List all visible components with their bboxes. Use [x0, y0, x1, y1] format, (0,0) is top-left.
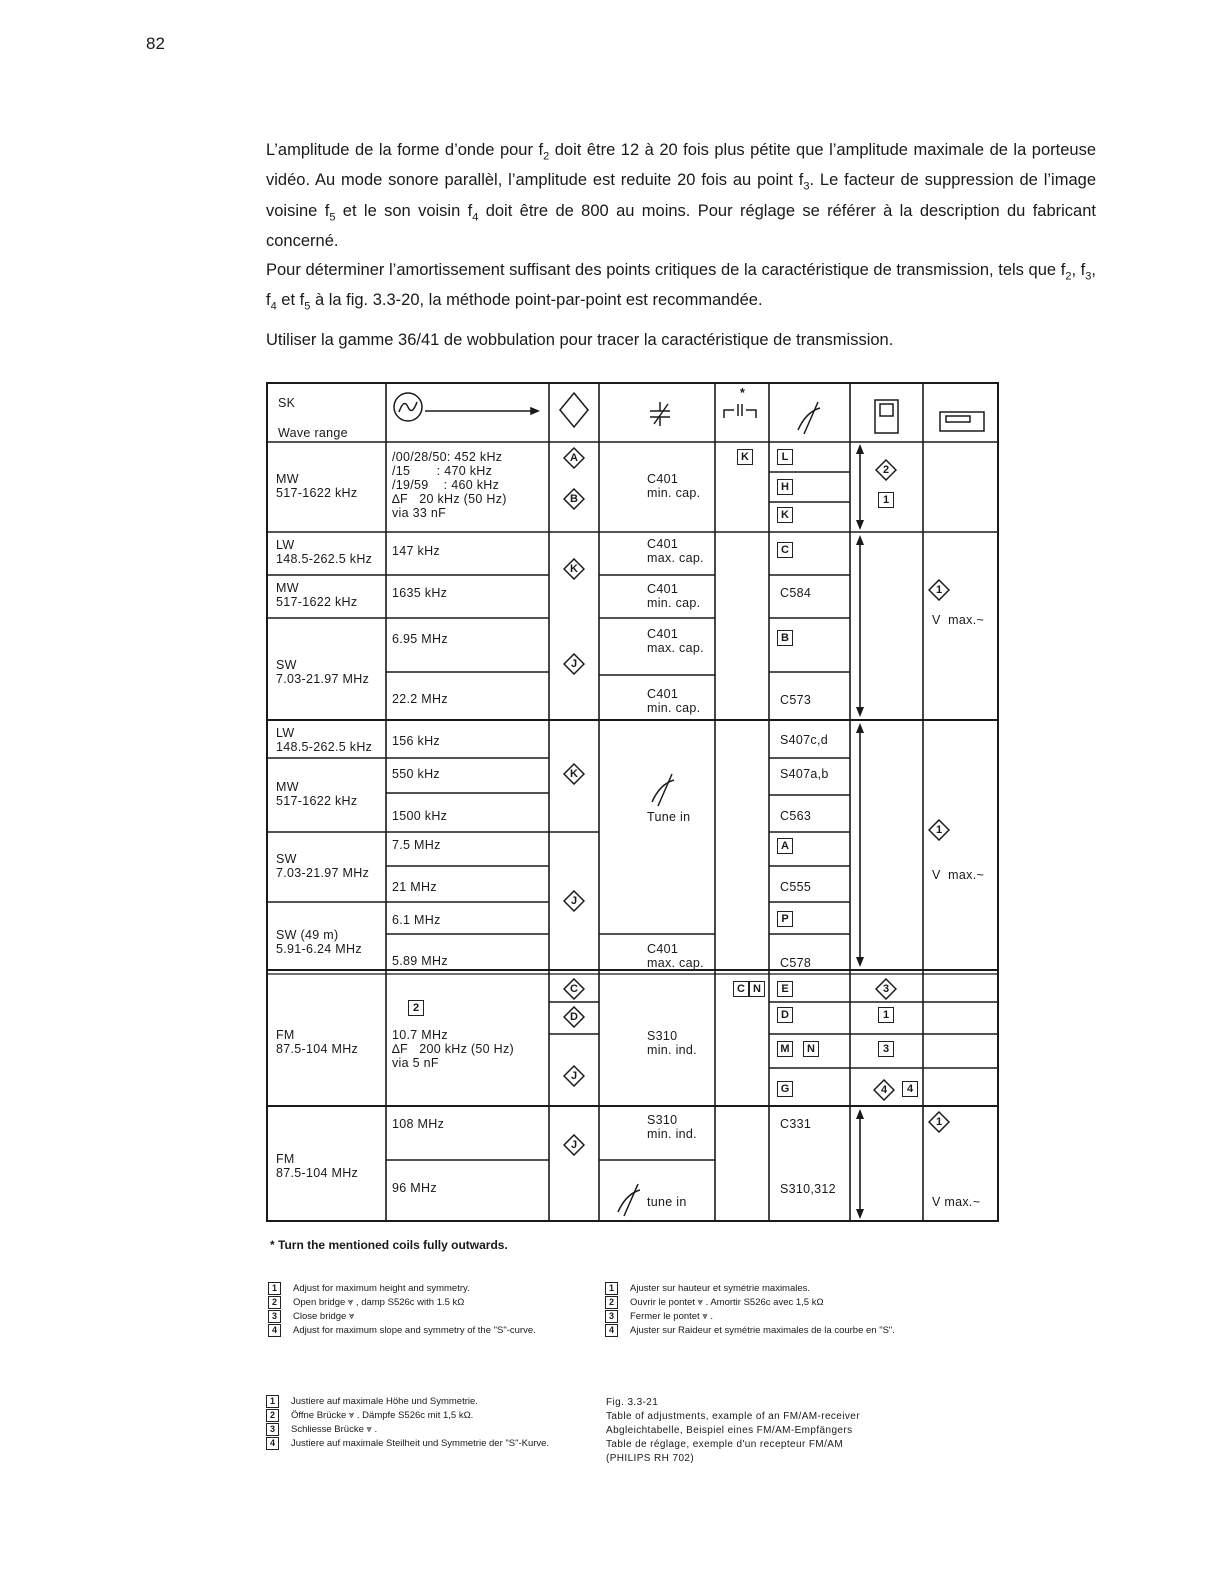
caption-de: Abgleichtabelle, Beispiel eines FM/AM-Empfängers [606, 1425, 853, 1436]
diamond-3: 3 [875, 978, 897, 1000]
caption-en: Table of adjustments, example of an FM/AM-receiver [606, 1411, 860, 1422]
freq-61: 6.1 MHz [392, 913, 441, 927]
row-sw49: SW (49 m) 5.91-6.24 MHz [276, 928, 362, 956]
diamond-header-icon [560, 393, 588, 427]
row-lw2: LW 148.5-262.5 kHz [276, 726, 373, 754]
diamond-j-3: J [563, 1065, 585, 1087]
freq-21: 21 MHz [392, 880, 437, 894]
box-3: 3 [878, 1041, 894, 1057]
tune-in-label-2: tune in [647, 1195, 687, 1209]
c401-max-1: C401 max. cap. [647, 537, 704, 565]
c401-min-1: C401 min. cap. [647, 472, 701, 500]
diamond-1: 1 [928, 579, 950, 601]
tune-in-label: Tune in [647, 810, 691, 824]
freq-96: 96 MHz [392, 1181, 437, 1195]
box-1: 1 [878, 492, 894, 508]
diamond-b: B [563, 488, 585, 510]
diamond-c: C [563, 978, 585, 1000]
box-d: D [777, 1007, 793, 1023]
freq-108: 108 MHz [392, 1117, 445, 1131]
box-2: 2 [408, 1000, 424, 1016]
freq-222: 22.2 MHz [392, 692, 448, 706]
tune-icon [798, 408, 820, 430]
freq-589: 5.89 MHz [392, 954, 448, 968]
diamond-j: J [563, 653, 585, 675]
row-mw2: MW 517-1622 kHz [276, 581, 358, 609]
box-g: G [777, 1081, 793, 1097]
box-c: C [777, 542, 793, 558]
c578: C578 [780, 956, 812, 970]
row-lw1: LW 148.5-262.5 kHz [276, 538, 373, 566]
box-b: B [777, 630, 793, 646]
if-block: /00/28/50: 452 kHz /15 : 470 kHz /19/59 : 460 kHz ∆F 20 kHz (50 Hz) via 33 nF [392, 450, 507, 520]
c401-min-3: C401 min. cap. [647, 687, 701, 715]
freq-1500: 1500 kHz [392, 809, 448, 823]
row-fm2: FM 87.5-104 MHz [276, 1152, 359, 1180]
legend-en: 1 Adjust for maximum height and symmetry. 2 Open bridge ⩔ , damp S526c with 1.5 kΩ 3 Close bridge ⩔ 4 Adjust for maximum slope and symmetry of the "S"-curve. [268, 1282, 538, 1338]
legend-fr: 1 Ajuster sur hauteur et symétrie maximales. 2 Ouvrir le pontet ⩔ . Amortir S526c avec 1,5 kΩ 3 Fermer le pontet ⩔ . 4 Ajuster sur Raideur et symétrie maximales de la courbe en "S". [605, 1282, 895, 1338]
box-n-col5: N [749, 981, 765, 997]
freq-1635: 1635 kHz [392, 586, 448, 600]
paragraph-2: Pour déterminer l’amortissement suffisant des points critiques de la caractéristique de transmission, tels que $f_2$, $f_3$, $f_4$ et $f_5$ à la fig. 3.3-20, la méthode point-par-point est recommandée. [266, 261, 1096, 313]
row-mw1: MW 517-1622 kHz [276, 472, 358, 500]
legend-de: 1 Justiere auf maximale Höhe und Symmetrie. 2 Öffne Brücke ⩔ . Dämpfe S526c mit 1,5 kΩ. 3 Schliesse Brücke ⩔ . 4 Justiere auf maximale Steilheit und Symmetrie der "S"-Kurve. [266, 1395, 556, 1451]
box-n: N [803, 1041, 819, 1057]
paragraph-3: Utiliser la gamme 36/41 de wobbulation pour tracer la caractéristique de transmission. [266, 331, 894, 349]
row-sw2: SW 7.03-21.97 MHz [276, 852, 370, 880]
row-mw3: MW 517-1622 kHz [276, 780, 358, 808]
box-k: K [777, 507, 793, 523]
box-1-b: 1 [878, 1007, 894, 1023]
row-fm1: FM 87.5-104 MHz [276, 1028, 359, 1056]
s310-1: S310 min. ind. [647, 1029, 697, 1057]
box-p: P [777, 911, 793, 927]
caption-fr: Table de réglage, exemple d'un recepteur FM/AM [606, 1439, 844, 1450]
box-h: H [777, 479, 793, 495]
box-m: M [777, 1041, 793, 1057]
c401-min-2: C401 min. cap. [647, 582, 701, 610]
box-a: A [777, 838, 793, 854]
tune-in-icon-2 [618, 1190, 640, 1212]
v-max-1: V max.~ [932, 613, 985, 627]
c584: C584 [780, 586, 812, 600]
diamond-1-c: 1 [928, 1111, 950, 1133]
header-star: * [740, 386, 746, 400]
capacitor-icon [724, 404, 756, 418]
diamond-j-2: J [563, 890, 585, 912]
footnote: * Turn the mentioned coils fully outwards. [270, 1238, 508, 1252]
freq-75: 7.5 MHz [392, 838, 441, 852]
s310-312: S310,312 [780, 1182, 836, 1196]
header-icons [394, 393, 984, 434]
diamond-k-2: K [563, 763, 585, 785]
box-e: E [777, 981, 793, 997]
caption-model: (PHILIPS RH 702) [606, 1453, 695, 1464]
paragraph-1: L’amplitude de la forme d’onde pour $f_2$ doit être 12 à 20 fois plus pétite que l’amplitude maximale de la porteuse vidéo. Au mode sonore parallèl, l’amplitude est reduite 20 fois au point $f_3$. Le facteur de suppression de l’image voisine $f_5$ et le son voisin $f_4$ doit être de 800 au moins. Pour réglage se référer à la description du fabricant concerné. [266, 141, 1096, 250]
header-sk: SK [278, 396, 296, 410]
tune-in-icon [652, 780, 674, 802]
box-k-col5: K [737, 449, 753, 465]
diamond-1-b: 1 [928, 819, 950, 841]
figure-caption [606, 1396, 860, 1466]
box-4: 4 [902, 1081, 918, 1097]
c563: C563 [780, 809, 812, 823]
s407cd: S407c,d [780, 733, 828, 747]
v-max-2: V max.~ [932, 868, 985, 882]
figure-number: Fig. 3.3-21 [606, 1397, 659, 1408]
box-c-col5: C [733, 981, 749, 997]
fm-if: 10.7 MHz ∆F 200 kHz (50 Hz) via 5 nF [392, 1028, 515, 1070]
c401-max-2: C401 max. cap. [647, 627, 704, 655]
row-sw1: SW 7.03-21.97 MHz [276, 658, 370, 686]
c331: C331 [780, 1117, 812, 1131]
header-wave-range: Wave range [278, 426, 348, 440]
s407ab: S407a,b [780, 767, 829, 781]
freq-695: 6.95 MHz [392, 632, 448, 646]
page-number: 82 [146, 34, 165, 53]
diamond-2: 2 [875, 459, 897, 481]
adjustment-table [266, 382, 999, 1222]
freq-147: 147 kHz [392, 544, 440, 558]
diamond-a: A [563, 447, 585, 469]
v-max-3: V max.~ [932, 1195, 981, 1209]
s310-2: S310 min. ind. [647, 1113, 697, 1141]
freq-156: 156 kHz [392, 734, 440, 748]
diamond-j-4: J [563, 1134, 585, 1156]
diamond-4: 4 [873, 1079, 895, 1101]
c555: C555 [780, 880, 812, 894]
box-l: L [777, 449, 793, 465]
c401-max-3: C401 max. cap. [647, 942, 704, 970]
diamond-k: K [563, 558, 585, 580]
freq-550: 550 kHz [392, 767, 440, 781]
c573: C573 [780, 693, 812, 707]
diamond-d: D [563, 1006, 585, 1028]
